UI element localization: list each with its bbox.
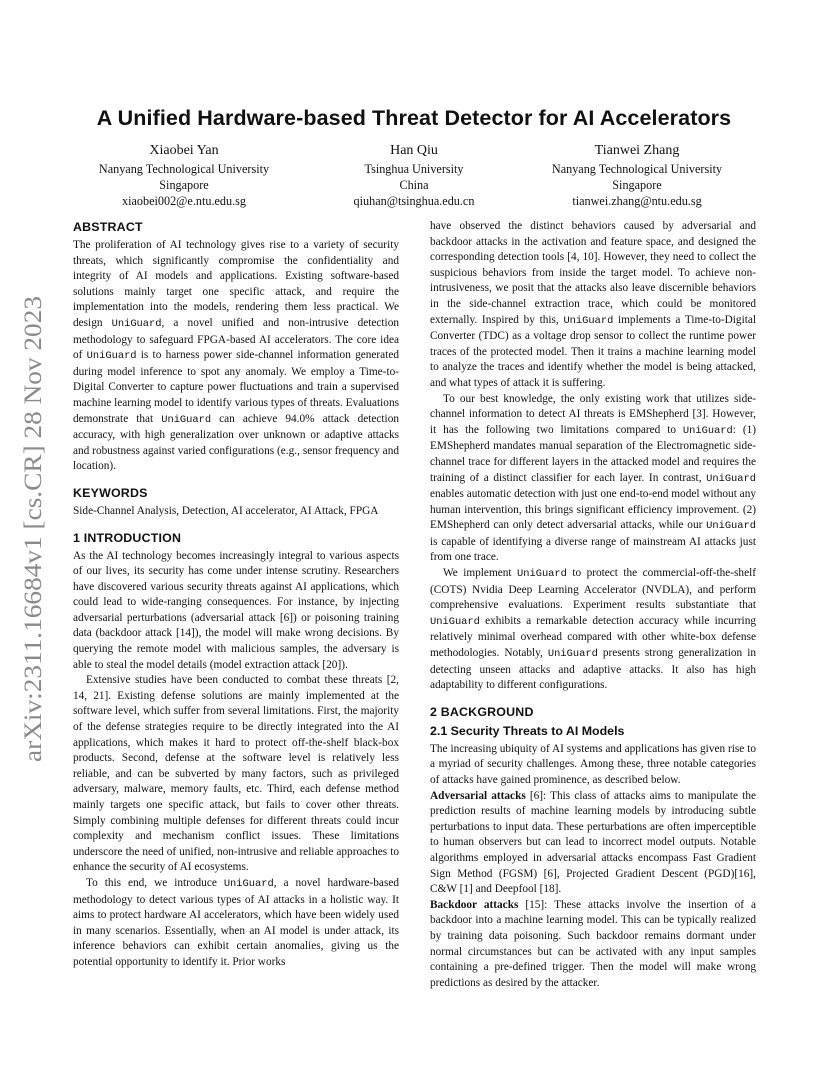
abstract-heading: ABSTRACT: [73, 220, 143, 234]
background-paragraph: The increasing ubiquity of AI systems and applications has given rise to a myriad of security challenges. Among these, three notable categories of attacks have gained prominence, as described below.: [430, 742, 756, 786]
abstract-text-part: is to harness power side-channel information generated during model inference to spot any anomaly. We employ a Time-to-Digital Converter to capture power fluctuations and train a supervised machine learning model to identify various types of threats. Evaluations demonstrate that: [73, 349, 399, 425]
intro-paragraph: [430, 566, 756, 694]
paper-title: A Unified Hardware-based Threat Detector for AI Accelerators: [96, 106, 732, 130]
backdoor-attacks-text: [15]: These attacks involve the insertion of a backdoor into a machine learning model. This can be typically realized by training data poisoning. Such backdoor remains dormant under normal circumstances but can be activated with any input samples containing a pre-defined trigger. Then the model will make wrong predictions as desired by the attacker.: [430, 898, 756, 989]
uniguard-name: UniGuard: [111, 317, 162, 330]
author-country: Singapore: [612, 178, 662, 193]
background-heading: 2 BACKGROUND: [430, 704, 534, 719]
author-name: Han Qiu: [390, 143, 438, 158]
uniguard-name: UniGuard: [547, 648, 598, 661]
keywords-heading: KEYWORDS: [73, 485, 148, 500]
intro-text-part: , a novel hardware-based methodology to detect various types of AI attacks in a holistic way. It aims to protect hardware AI accelerators, which have been widely used in many scenarios. Essentially, when an AI model is under attack, its inference behaviors can exhibit certain anomalies, giving us the potential opportunity to identify it. Prior works: [73, 876, 399, 968]
uniguard-name: UniGuard: [706, 472, 756, 485]
adversarial-attacks-label: Adversarial attacks: [430, 789, 526, 802]
intro-paragraph: Extensive studies have been conducted to combat these threats [2, 14, 21]. Existing defense solutions are mainly implemented at the software level, which suffer from several limitations. First, the majority of the defense strategies require to be directly integrated into the AI applications, which makes it hard to protect off-the-shelf black-box products. Second, defense at the software level is relatively less reliable, and can be subverted by many factors, such as privileged adversary, malware, memory faults, etc. Third, each defense method mainly targets one specific attack, but fails to cover other threats. Simply combining multiple defenses for different threats could incur complexity and mechanism conflict issues. These limitations underscore the need of unified, non-intrusive and reliable approaches to enhance the security of AI ecosystems.: [73, 674, 399, 874]
adversarial-attacks-paragraph: [430, 789, 756, 898]
uniguard-name: UniGuard: [430, 615, 480, 628]
keywords-text: Side-Channel Analysis, Detection, AI accelerator, AI Attack, FPGA: [73, 504, 379, 517]
intro-text-part: To our best knowledge, the only existing work that utilizes side-channel information to detect AI threats is EMShepherd [3]. However, it has the following two limitations compared to: [430, 392, 756, 436]
author-country: China: [399, 178, 429, 193]
abstract-text: [73, 238, 399, 475]
left-column: [73, 219, 399, 971]
author-email: qiuhan@tsinghua.edu.cn: [353, 194, 475, 209]
author-affiliation: Nanyang Technological University: [551, 162, 723, 176]
intro-text-part: implements a Time-to-Digital Converter (TDC) as a voltage drop sensor to collect the runtime power traces of the protected model. Then it trains a machine learning model to analyze the traces and identify whether the model is being attacked, and what types of attack it is suffering.: [430, 313, 757, 389]
uniguard-name: UniGuard: [563, 314, 614, 327]
abstract-text-part: can achieve 94.0% attack detection accuracy, with high generalization over unknown or adaptive attacks and robustness against varied configurations (e.g., sensor frequency and location).: [73, 412, 399, 473]
intro-text-part: presents strong generalization in detecting unseen attacks and adaptive attacks. It also has high adaptability to different configurations.: [430, 647, 757, 692]
backdoor-attacks-label: Backdoor attacks: [430, 898, 519, 911]
author-block: [497, 142, 777, 210]
uniguard-name: UniGuard: [86, 350, 137, 363]
intro-text-part: is capable of identifying a diverse range of mainstream AI attacks just from one trace.: [430, 535, 756, 564]
uniguard-name: UniGuard: [161, 413, 212, 426]
intro-paragraph: As the AI technology becomes increasingly integral to various aspects of our lives, its security has come under intense scrutiny. Researchers have discovered various security threats against AI applications, which could lead to wide-ranging consequences. For instance, by injecting adversarial perturbations (adversarial attack [6]) or poisoning training data (backdoor attack [14]), the model will make wrong decisions. By querying the remote model with malicious samples, the adversary is able to steal the model details (model extraction attack [20]).: [73, 549, 399, 671]
uniguard-name: UniGuard: [682, 424, 733, 437]
intro-text-part: To this end, we introduce: [86, 876, 224, 889]
intro-paragraph: [73, 876, 399, 971]
author-affiliation: Tsinghua University: [364, 162, 464, 176]
intro-text-part: exhibits a remarkable detection accuracy while incurring relatively minimal overhead compared with other white-box defense methodologies. Notably,: [430, 614, 756, 660]
intro-text-part: enables automatic detection with just one end-to-end model without any human intervention, this brings significant efficiency improvement. (2) EMShepherd can only detect adversarial attacks, while our: [430, 488, 756, 532]
intro-text-part: We implement: [443, 567, 517, 580]
uniguard-name: UniGuard: [223, 877, 274, 890]
introduction-heading: 1 INTRODUCTION: [73, 530, 182, 545]
intro-paragraph: [430, 392, 756, 567]
author-name: Xiaobei Yan: [149, 143, 219, 158]
arxiv-identifier: [14, 296, 50, 766]
author-affiliation: Nanyang Technological University: [98, 162, 270, 176]
author-email: xiaobei002@e.ntu.edu.sg: [122, 194, 246, 209]
author-name: Tianwei Zhang: [594, 143, 680, 158]
author-country: Singapore: [159, 178, 209, 193]
arxiv-id-text: arXiv:2311.16684v1 [cs.CR] 28 Nov 2023: [18, 326, 47, 762]
intro-paragraph: [430, 219, 756, 392]
abstract-text-part: The proliferation of AI technology gives rise to a variety of security threats, which significantly compromise the confidentiality and integrity of AI models and applications. Existing software-based solutions mainly target one specific attack, and require the implementation into the models, rendering them less practical. We design: [73, 239, 399, 329]
security-threats-subheading: 2.1 Security Threats to AI Models: [430, 723, 625, 738]
uniguard-name: UniGuard: [517, 568, 567, 581]
intro-text-part: to protect the commercial-off-the-shelf (COTS) Nvidia Deep Learning Accelerator (NVDLA), and perform comprehensive evaluations. Experiment results substantiate that: [430, 567, 756, 612]
abstract-text-part: , a novel unified and non-intrusive detection methodology to safeguard FPGA-based AI accelerators. The core idea of: [73, 316, 399, 362]
uniguard-name: UniGuard: [706, 520, 756, 533]
author-email: tianwei.zhang@ntu.edu.sg: [572, 194, 702, 209]
right-column: [430, 219, 756, 991]
intro-text-part: : (1) EMShepherd mandates manual separation of the Electromagnetic side-channel trace for different layers in the attacked model and requires the training of a distinct classifier for each layer. In contrast,: [430, 423, 756, 484]
adversarial-attacks-text: [6]: This class of attacks aims to manipulate the prediction results of machine learning models by introducing subtle perturbations to input data. These perturbations are often imperceptible to human observers but can lead to incorrect model outputs. Notable algorithms employed in adversarial attacks encompass Fast Gradient Sign Method (FGSM) [6], Projected Gradient Descent (PGD)[16], C&W [1] and Deepfool [18].: [430, 789, 756, 896]
intro-text-part: have observed the distinct behaviors caused by adversarial and backdoor attacks in the activation and feature space, and designed the corresponding detection tools [4, 10]. However, they need to collect the suspicious behaviors from inside the target model. To achieve non-intrusiveness, we posit that the attacks also leave discernible behaviors in the side-channel extraction trace, which could be monitored externally. Inspired by this,: [430, 220, 756, 326]
backdoor-attacks-paragraph: [430, 898, 756, 992]
